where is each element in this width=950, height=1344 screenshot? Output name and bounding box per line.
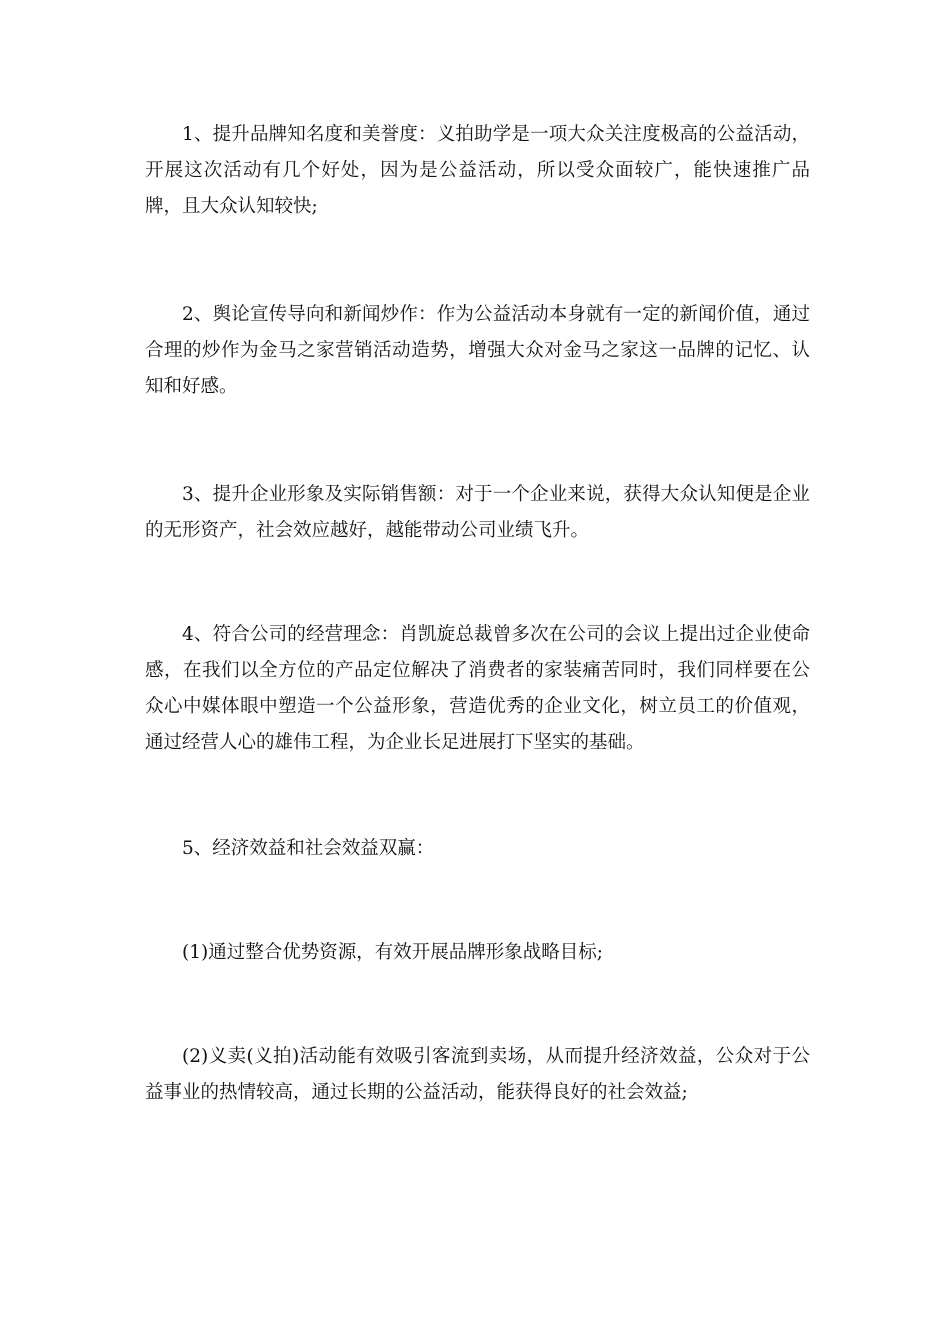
paragraph-sub-item-1: (1)通过整合优势资源，有效开展品牌形象战略目标;: [182, 942, 603, 963]
paragraph-brand-awareness: 1、提升品牌知名度和美誉度：义拍助学是一项大众关注度极高的公益活动，开展这次活动有几个好处，因为是公益活动，所以受众面较广，能快速推广品牌，且大众认知较快;: [145, 124, 810, 217]
paragraph-corporate-image: 3、提升企业形象及实际销售额：对于一个企业来说，获得大众认知便是企业的无形资产，社会效应越好，越能带动公司业绩飞升。: [145, 484, 810, 541]
paragraph-sub-item-2: (2)义卖(义拍)活动能有效吸引客流到卖场，从而提升经济效益，公众对于公益事业的热情较高，通过长期的公益活动，能获得良好的社会效益;: [145, 1046, 810, 1103]
paragraph-business-philosophy: 4、符合公司的经营理念：肖凯旋总裁曾多次在公司的会议上提出过企业使命感，在我们以全方位的产品定位解决了消费者的家装痛苦同时，我们同样要在公众心中媒体眼中塑造一个公益形象，营造优秀的企业文化，树立员工的价值观，通过经营人心的雄伟工程，为企业长足进展打下坚实的基础。: [145, 624, 810, 753]
paragraph-dual-benefit-heading: 5、经济效益和社会效益双赢：: [182, 838, 435, 859]
paragraph-public-opinion: 2、舆论宣传导向和新闻炒作：作为公益活动本身就有一定的新闻价值，通过合理的炒作为金马之家营销活动造势，增强大众对金马之家这一品牌的记忆、认知和好感。: [145, 304, 810, 397]
